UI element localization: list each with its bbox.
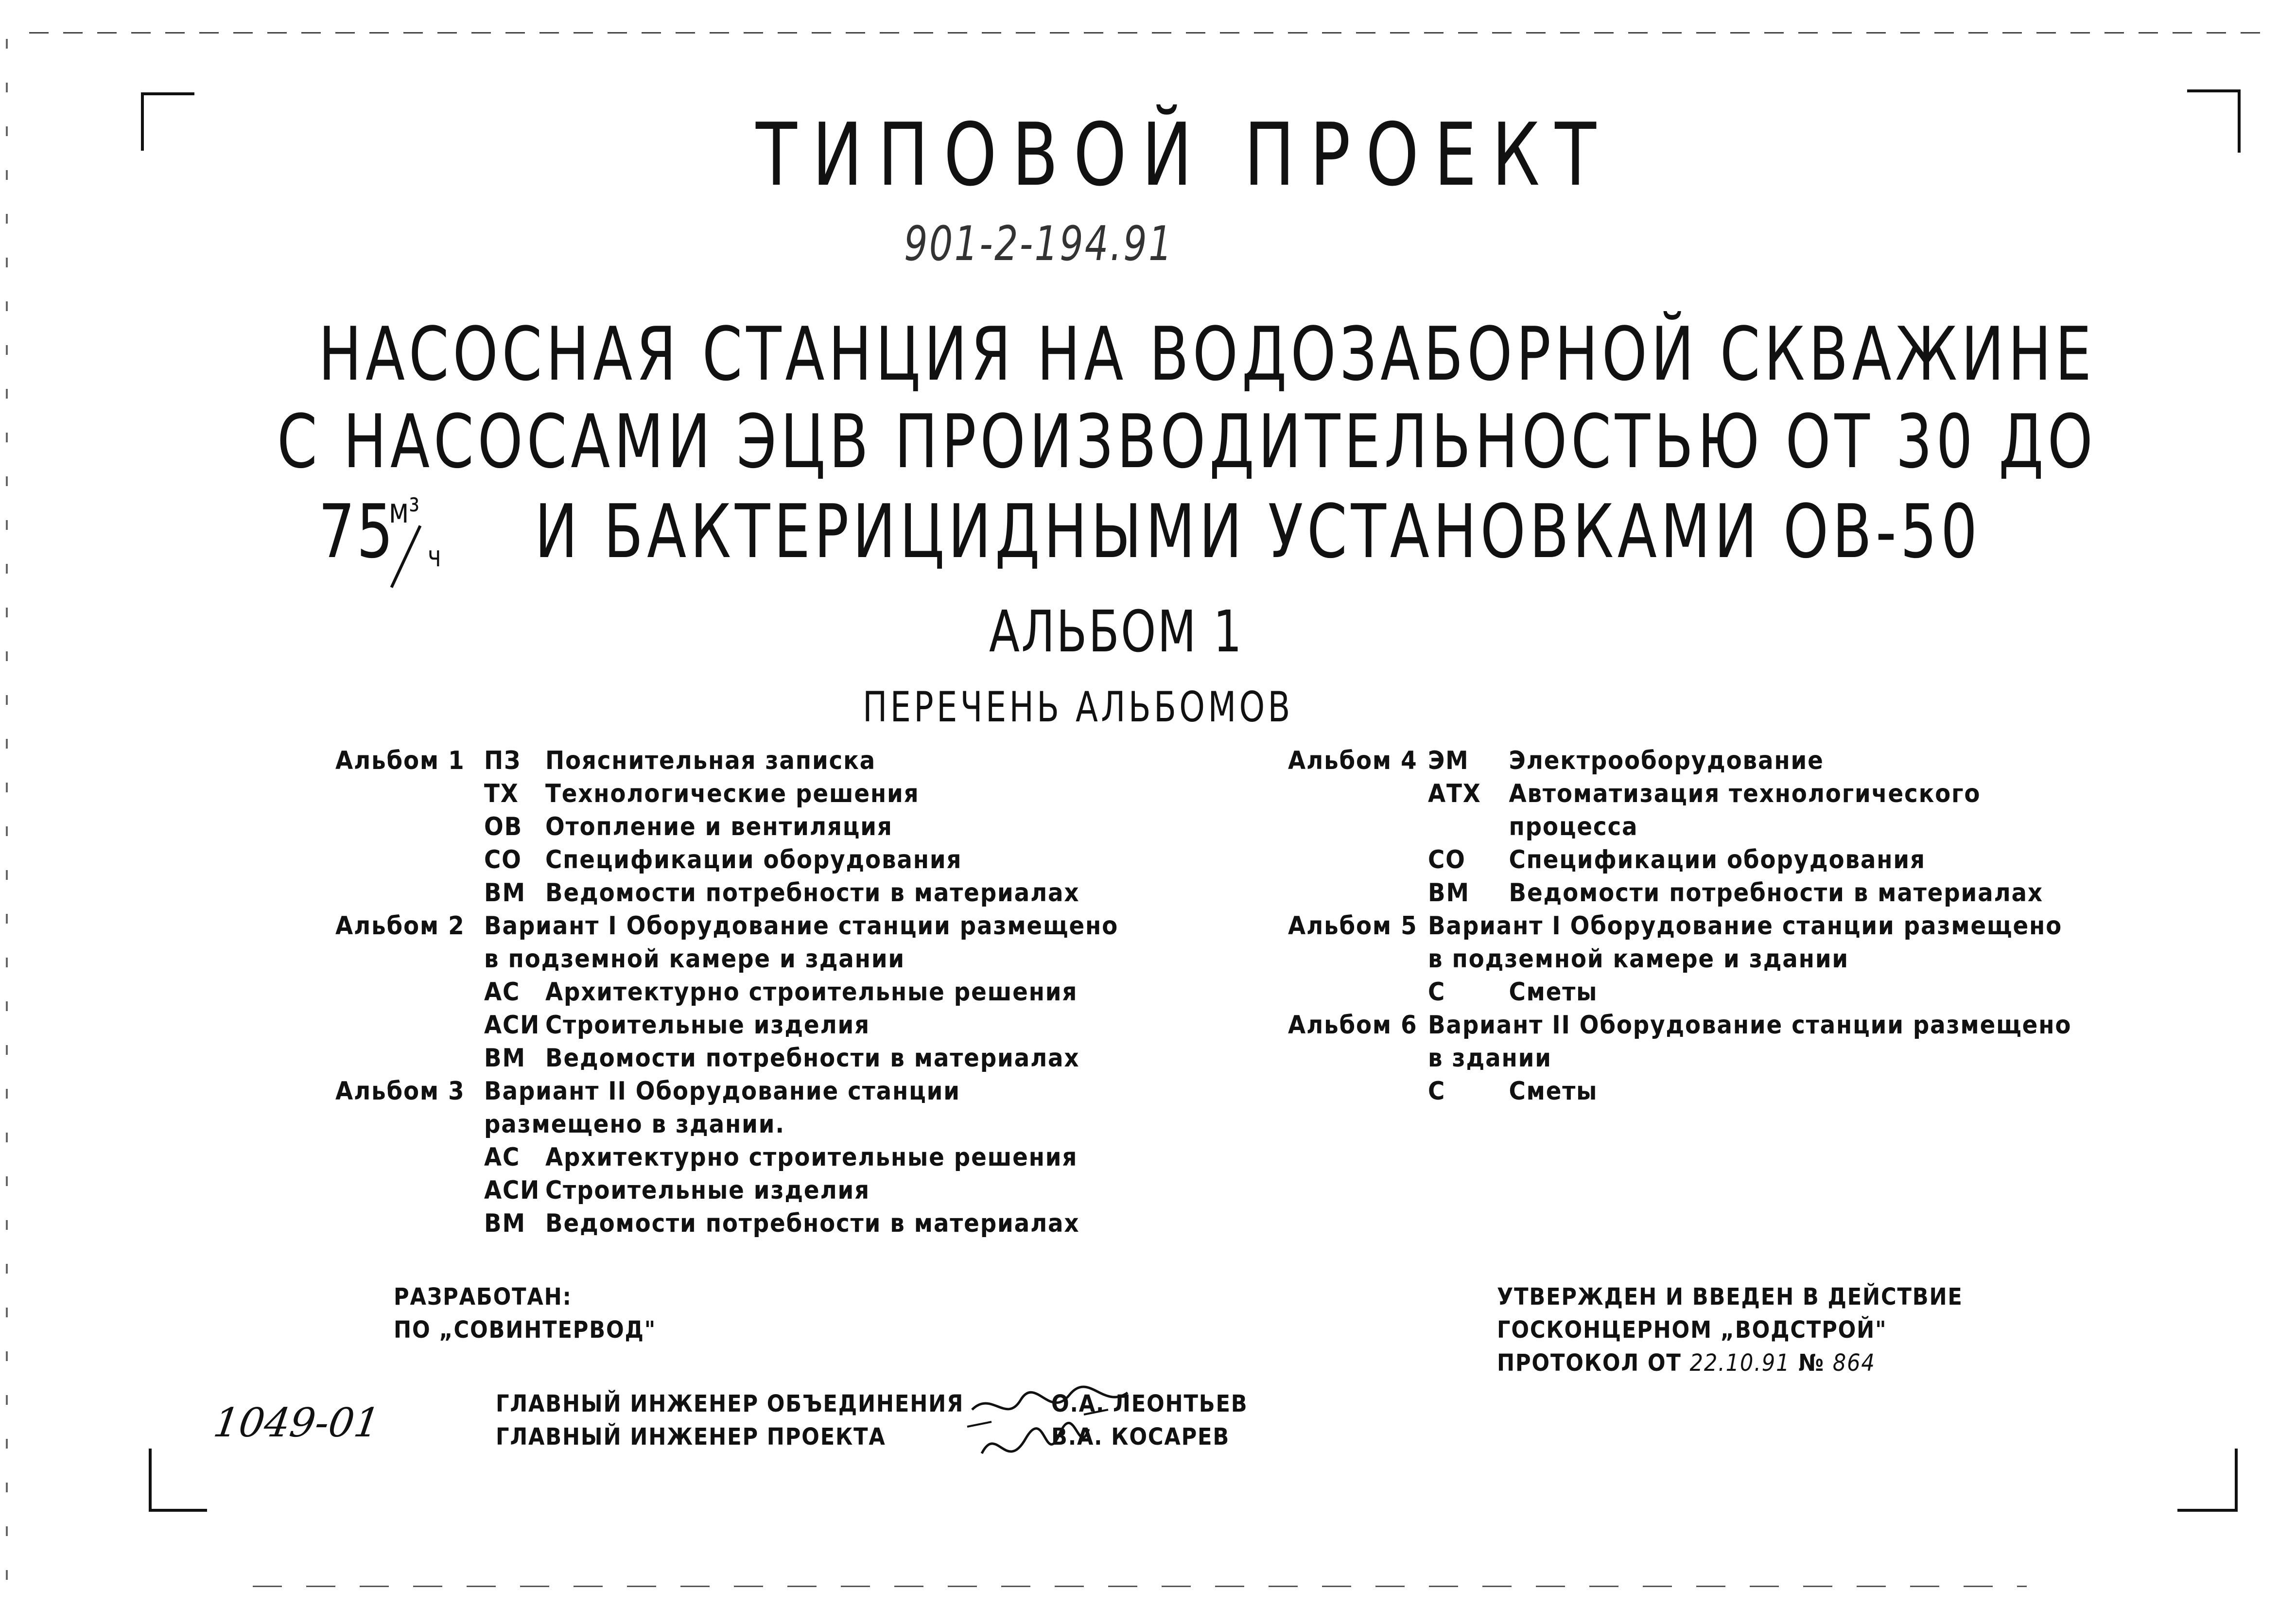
album-label: Альбом 5	[1288, 911, 1418, 941]
album-item-text: Спецификации оборудования	[545, 845, 962, 874]
album-title: АЛЬБОМ 1	[989, 598, 1244, 665]
developed-by-org: ПО „СОВИНТЕРВОД"	[394, 1316, 657, 1344]
album-item-text: Ведомости потребности в материалах	[545, 1209, 1080, 1238]
main-title-line-3: И БАКТЕРИЦИДНЫМИ УСТАНОВКАМИ ОВ-50	[535, 489, 1982, 575]
signature-name: В.А. КОСАРЕВ	[1051, 1423, 1230, 1451]
album-item-text: Сметы	[1509, 1077, 1598, 1106]
approval-line-1: УТВЕРЖДЕН И ВВЕДЕН В ДЕЙСТВИЕ	[1497, 1283, 1963, 1311]
bottom-dashed-line	[253, 1586, 2027, 1587]
album-item-text: Спецификации оборудования	[1509, 845, 1926, 874]
album-label: Альбом 6	[1288, 1011, 1418, 1040]
signature-block	[496, 1390, 1283, 1463]
album-item-text: Отопление и вентиляция	[545, 812, 893, 841]
album-code: ТХ	[484, 779, 519, 808]
signature-scribble-1	[972, 1387, 1128, 1410]
album-code: АСИ	[484, 1176, 540, 1205]
album-code: ПЗ	[484, 746, 522, 775]
flow-unit-slash	[390, 525, 422, 588]
album-item-text: процесса	[1509, 812, 1638, 841]
protocol-number: 864	[1832, 1349, 1876, 1377]
album-item-text: Вариант I Оборудование станции размещено	[484, 911, 1119, 941]
album-item-text: размещено в здании.	[484, 1110, 785, 1139]
approval-block	[1497, 1283, 2022, 1390]
project-number: 901-2-194.91	[904, 216, 1174, 272]
signature-role: ГЛАВНЫЙ ИНЖЕНЕР ОБЪЕДИНЕНИЯ	[496, 1390, 964, 1417]
corner-mark-top-right	[2187, 89, 2241, 92]
album-item-text: Автоматизация технологического	[1509, 779, 1981, 808]
inventory-code: 1049-01	[210, 1400, 383, 1446]
album-item-text: Ведомости потребности в материалах	[545, 878, 1080, 908]
album-code: ВМ	[1428, 878, 1470, 908]
corner-mark-bottom-right	[2235, 1449, 2238, 1512]
approval-line-2: ГОСКОНЦЕРНОМ „ВОДСТРОЙ"	[1497, 1316, 1887, 1344]
album-item-text: Ведомости потребности в материалах	[1509, 878, 2043, 908]
album-item-text: в здании	[1428, 1044, 1552, 1073]
album-code: ОВ	[484, 812, 523, 841]
album-item-text: в подземной камере и здании	[1428, 944, 1849, 974]
developed-by-label: РАЗРАБОТАН:	[394, 1283, 572, 1311]
protocol-date: 22.10.91	[1689, 1349, 1791, 1377]
album-item-text: Строительные изделия	[545, 1011, 870, 1040]
signature-name: О.А. ЛЕОНТЬЕВ	[1051, 1390, 1248, 1417]
album-item-text: Электрооборудование	[1509, 746, 1824, 775]
corner-mark-bottom-right	[2177, 1509, 2238, 1512]
album-code: С	[1428, 1077, 1446, 1106]
corner-mark-bottom-left	[149, 1449, 152, 1512]
approval-line-3	[1497, 1349, 1876, 1377]
album-code: СО	[484, 845, 522, 874]
top-dashed-line	[29, 32, 2265, 34]
album-code: ВМ	[484, 1209, 526, 1238]
list-title: ПЕРЕЧЕНЬ АЛЬБОМОВ	[863, 683, 1293, 732]
album-label: Альбом 2	[335, 911, 465, 941]
album-code: АС	[484, 978, 521, 1007]
corner-mark-top-right	[2238, 89, 2241, 153]
main-title-line-2: С НАСОСАМИ ЭЦВ ПРОИЗВОДИТЕЛЬНОСТЬЮ ОТ 30 ДО	[277, 399, 2097, 485]
album-label: Альбом 1	[335, 746, 465, 775]
album-code: СО	[1428, 845, 1466, 874]
protocol-number-label: №	[1798, 1349, 1825, 1377]
main-title-line-1: НАСОСНАЯ СТАНЦИЯ НА ВОДОЗАБОРНОЙ СКВАЖИНЕ	[318, 311, 2096, 397]
albums-list-left	[335, 746, 1123, 1281]
signature-scribble-3	[967, 1410, 1108, 1427]
album-label: Альбом 4	[1288, 746, 1418, 775]
album-code: ЭМ	[1428, 746, 1469, 775]
corner-mark-top-left	[141, 92, 194, 95]
album-item-text: в подземной камере и здании	[484, 944, 905, 974]
signature-scribble	[962, 1381, 1137, 1478]
album-item-text: Пояснительная записка	[545, 746, 876, 775]
album-item-text: Вариант II Оборудование станции размещено	[1428, 1011, 2072, 1040]
corner-mark-top-left	[141, 92, 144, 151]
album-item-text: Сметы	[1509, 978, 1598, 1007]
flow-unit-bottom: ч	[428, 540, 441, 574]
album-item-text: Вариант II Оборудование станции	[484, 1077, 960, 1106]
album-item-text: Архитектурно строительные решения	[545, 1143, 1078, 1172]
album-item-text: Технологические решения	[545, 779, 920, 808]
album-item-text: Ведомости потребности в материалах	[545, 1044, 1080, 1073]
main-title-line-3-number: 75	[318, 489, 395, 575]
signature-scribble-2	[982, 1423, 1089, 1453]
album-code: ВМ	[484, 878, 526, 908]
corner-mark-bottom-left	[149, 1509, 207, 1512]
album-code: ВМ	[484, 1044, 526, 1073]
album-code: АС	[484, 1143, 521, 1172]
album-code: АТХ	[1428, 779, 1481, 808]
flow-unit-top: м³	[389, 491, 420, 531]
album-code: АСИ	[484, 1011, 540, 1040]
album-label: Альбом 3	[335, 1077, 465, 1106]
developed-by	[394, 1283, 744, 1351]
album-item-text: Архитектурно строительные решения	[545, 978, 1078, 1007]
document-type-title: ТИПОВОЙ ПРОЕКТ	[756, 105, 1612, 205]
albums-list-right	[1288, 746, 2119, 1135]
album-item-text: Строительные изделия	[545, 1176, 870, 1205]
protocol-label: ПРОТОКОЛ ОТ	[1497, 1349, 1682, 1377]
left-dotted-edge	[6, 39, 8, 1585]
album-item-text: Вариант I Оборудование станции размещено	[1428, 911, 2063, 941]
album-code: С	[1428, 978, 1446, 1007]
signature-role: ГЛАВНЫЙ ИНЖЕНЕР ПРОЕКТА	[496, 1423, 886, 1451]
